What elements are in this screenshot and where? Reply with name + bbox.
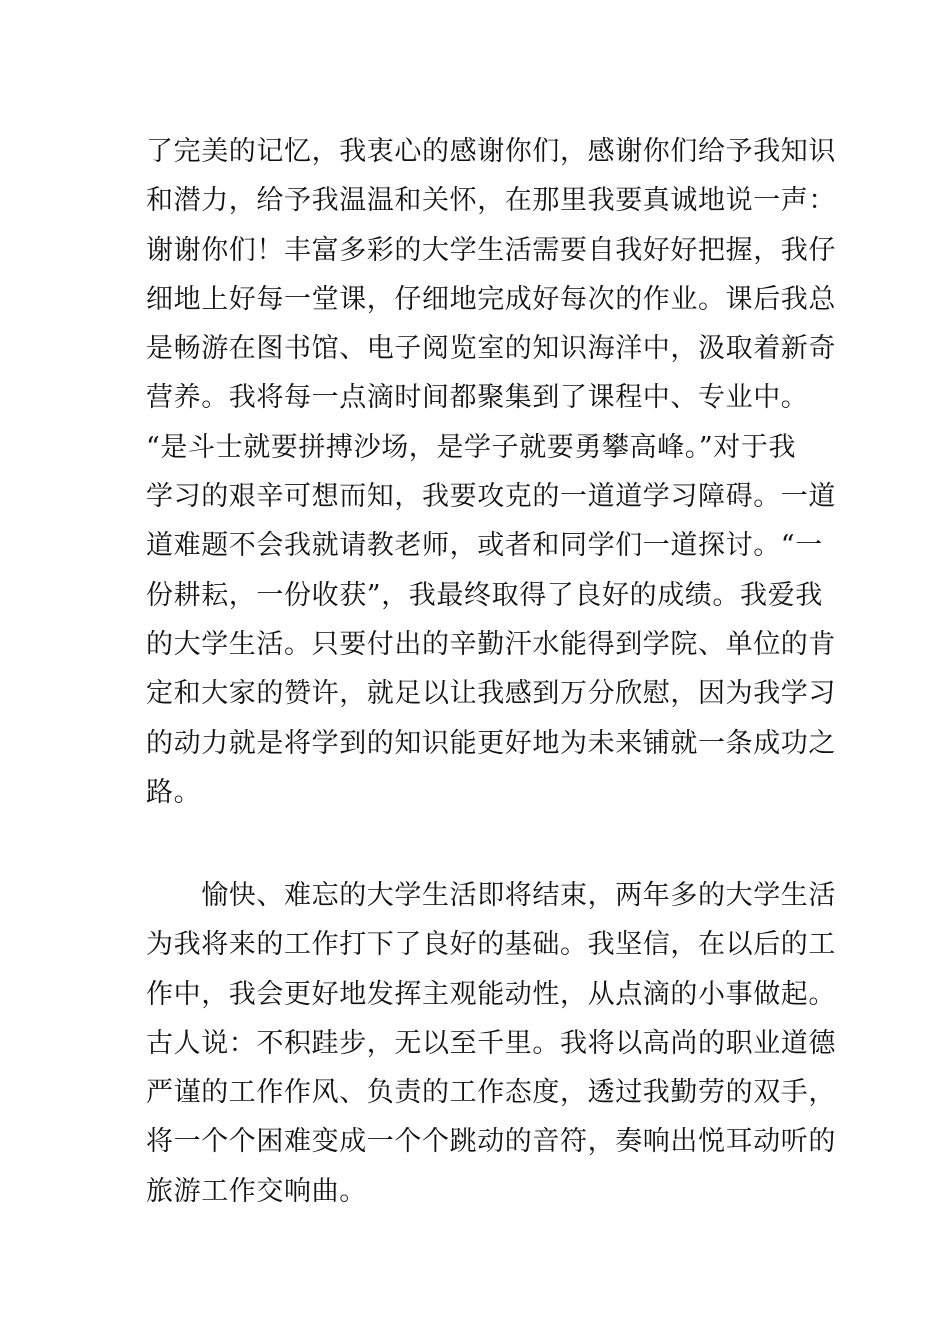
paragraph-line: 的动力就是将学到的知识能更好地为未来铺就一条成功之 [146,727,836,759]
paragraph-line: 将一个个困难变成一个个跳动的音符，奏响出悦耳动听的 [146,1126,836,1158]
paragraph-line: 细地上好每一堂课，仔细地完成好每次的作业。课后我总 [146,283,836,315]
paragraph-line: 是畅游在图书馆、电子阅览室的知识海洋中，汲取着新奇 [146,333,836,365]
paragraph-line: 的大学生活。只要付出的辛勤汗水能得到学院、单位的肯 [146,628,836,660]
paragraph-line: 道难题不会我就请教老师，或者和同学们一道探讨。“一 [146,530,823,562]
paragraph-line: 了完美的记忆，我衷心的感谢你们，感谢你们给予我知识 [146,136,836,167]
paragraph-line: 学习的艰辛可想而知，我要攻克的一道道学习障碍。一道 [146,481,836,513]
paragraph-2 [146,871,836,1216]
paragraph-line: 古人说：不积跬步，无以至千里。我将以高尚的职业道德 [146,1027,836,1059]
paragraph-line: 愉快、难忘的大学生活即将结束，两年多的大学生活 [146,880,836,911]
paragraph-line: 路。 [146,776,202,808]
paragraph-line: 和潜力，给予我温温和关怀，在那里我要真诚地说一声： [146,185,836,217]
paragraph-line: 营养。我将每一点滴时间都聚集到了课程中、专业中。 [146,382,809,414]
paragraph-line: 为我将来的工作打下了良好的基础。我坚信，在以后的工 [146,929,836,961]
paragraph-line: 谢谢你们！丰富多彩的大学生活需要自我好好把握，我仔 [146,234,836,266]
paragraph-line: “是斗士就要拼搏沙场，是学子就要勇攀高峰。”对于我 [146,431,797,463]
paragraph-line: 定和大家的赞许，就足以让我感到万分欣慰，因为我学习 [146,678,836,710]
paragraph-line: 严谨的工作作风、负责的工作态度，透过我勤劳的双手， [146,1077,836,1109]
paragraph-1 [146,127,836,817]
paragraph-line: 旅游工作交响曲。 [146,1175,367,1207]
paragraph-line: 作中，我会更好地发挥主观能动性，从点滴的小事做起。 [146,978,836,1010]
paragraph-line: 份耕耘，一份收获”，我最终取得了良好的成绩。我爱我 [146,579,823,611]
